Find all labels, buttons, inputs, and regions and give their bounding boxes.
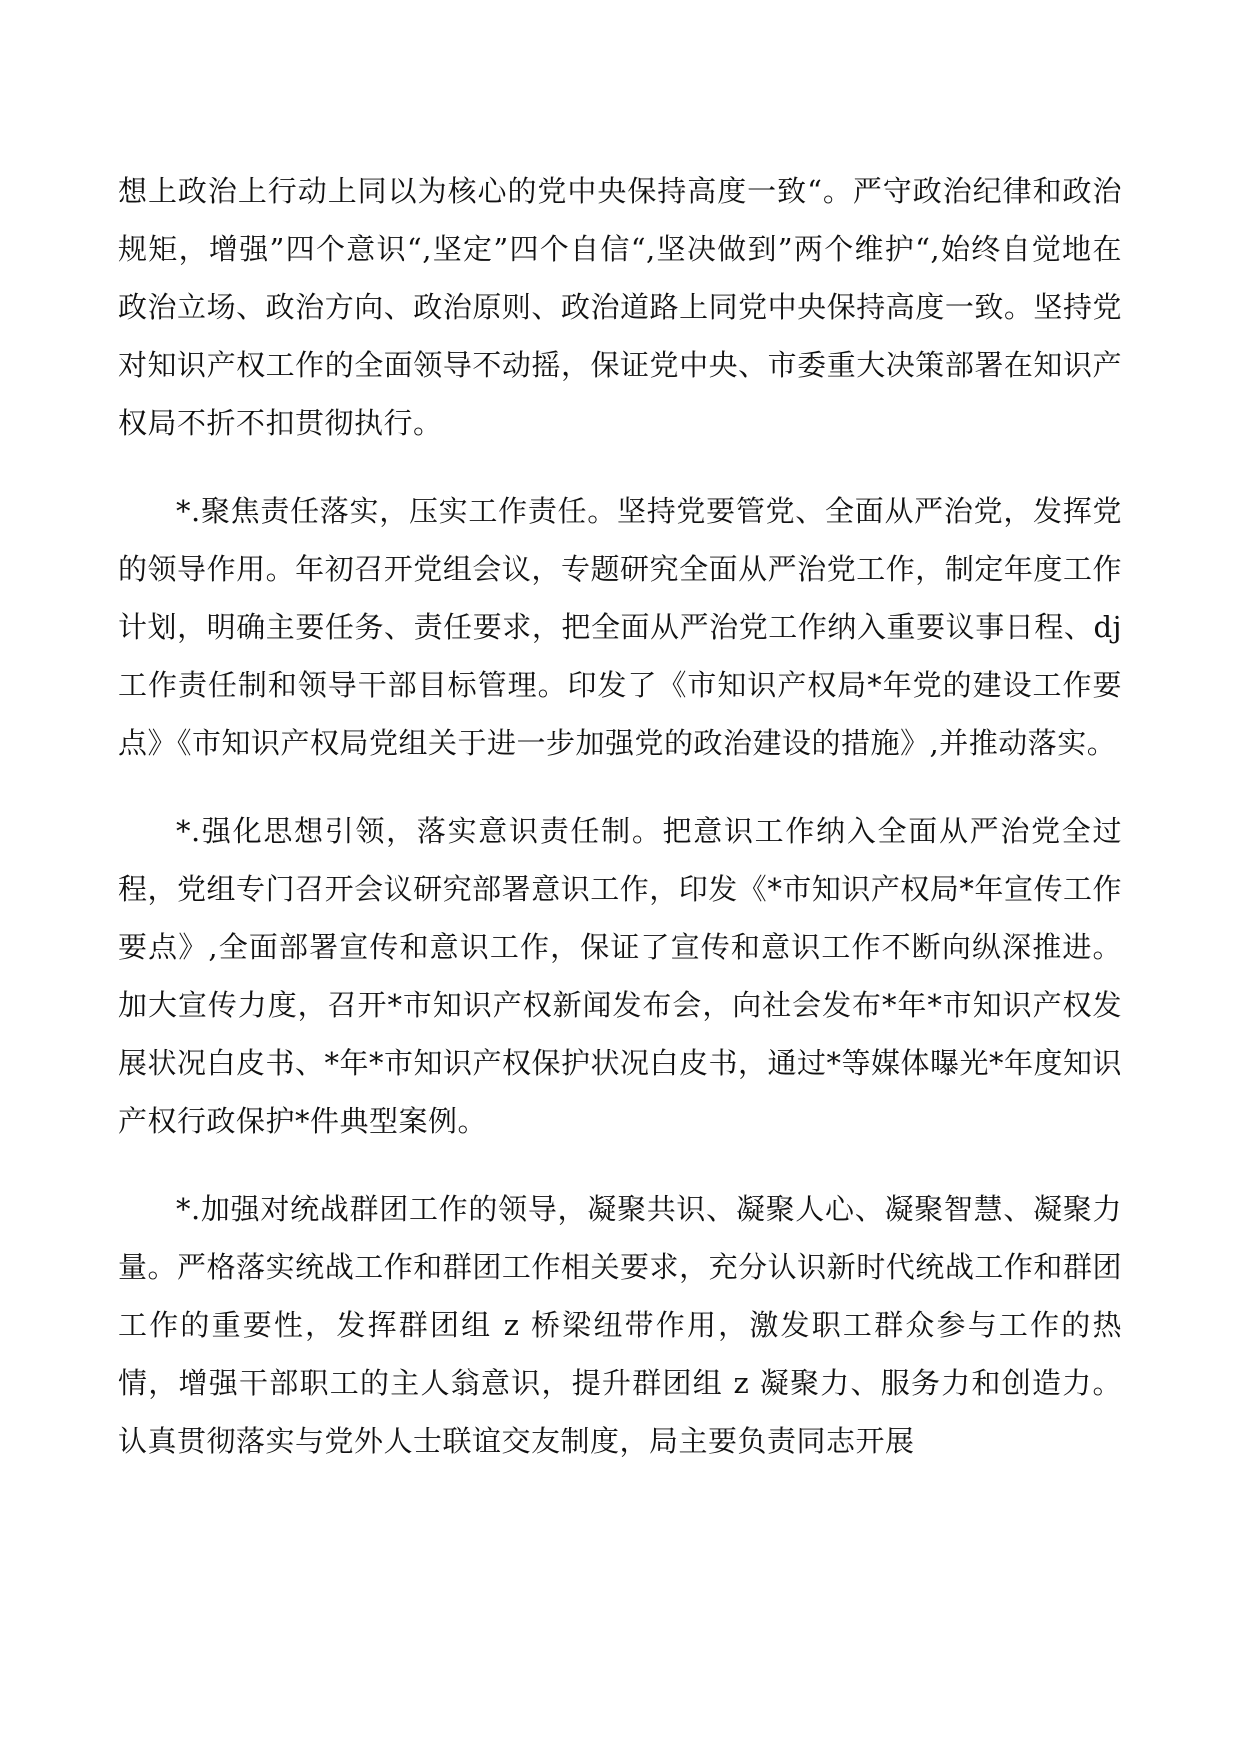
paragraph-2: *.聚焦责任落实，压实工作责任。坚持党要管党、全面从严治党，发挥党的领导作用。年初召开党组会议，专题研究全面从严治党工作，制定年度工作计划，明确主要任务、责任要求，把全面从严治党工作纳入重要议事日程、dj 工作责任制和领导干部目标管理。印发了《市知识产权局*年党的建设工作要点》《市知识产权局党组关于进一步加强党的政治建设的措施》,并推动落实。 bbox=[118, 494, 1122, 760]
paragraph-4: *.加强对统战群团工作的领导，凝聚共识、凝聚人心、凝聚智慧、凝聚力量。严格落实统战工作和群团工作相关要求，充分认识新时代统战工作和群团工作的重要性，发挥群团组 z 桥梁纽带作用，激发职工群众参与工作的热情，增强干部职工的主人翁意识，提升群团组 z 凝聚力、服务力和创造力。认真贯彻落实与党外人士联谊交友制度，局主要负责同志开展 bbox=[118, 1192, 1122, 1458]
paragraph-3: *.强化思想引领，落实意识责任制。把意识工作纳入全面从严治党全过程，党组专门召开会议研究部署意识工作，印发《*市知识产权局*年宣传工作要点》,全面部署宣传和意识工作，保证了宣传和意识工作不断向纵深推进。加大宣传力度，召开*市知识产权新闻发布会，向社会发布*年*市知识产权发展状况白皮书、*年*市知识产权保护状况白皮书，通过*等媒体曝光*年度知识产权行政保护*件典型案例。 bbox=[118, 814, 1123, 1138]
paragraph-1: 想上政治上行动上同以为核心的党中央保持高度一致“。严守政治纪律和政治规矩，增强”四个意识“,坚定”四个自信“,坚决做到”两个维护“,始终自觉地在政治立场、政治方向、政治原则、政治道路上同党中央保持高度一致。坚持党对知识产权工作的全面领导不动摇，保证党中央、市委重大决策部署在知识产权局不折不扣贯彻执行。 bbox=[118, 174, 1122, 440]
document-body bbox=[118, 162, 1122, 1500]
